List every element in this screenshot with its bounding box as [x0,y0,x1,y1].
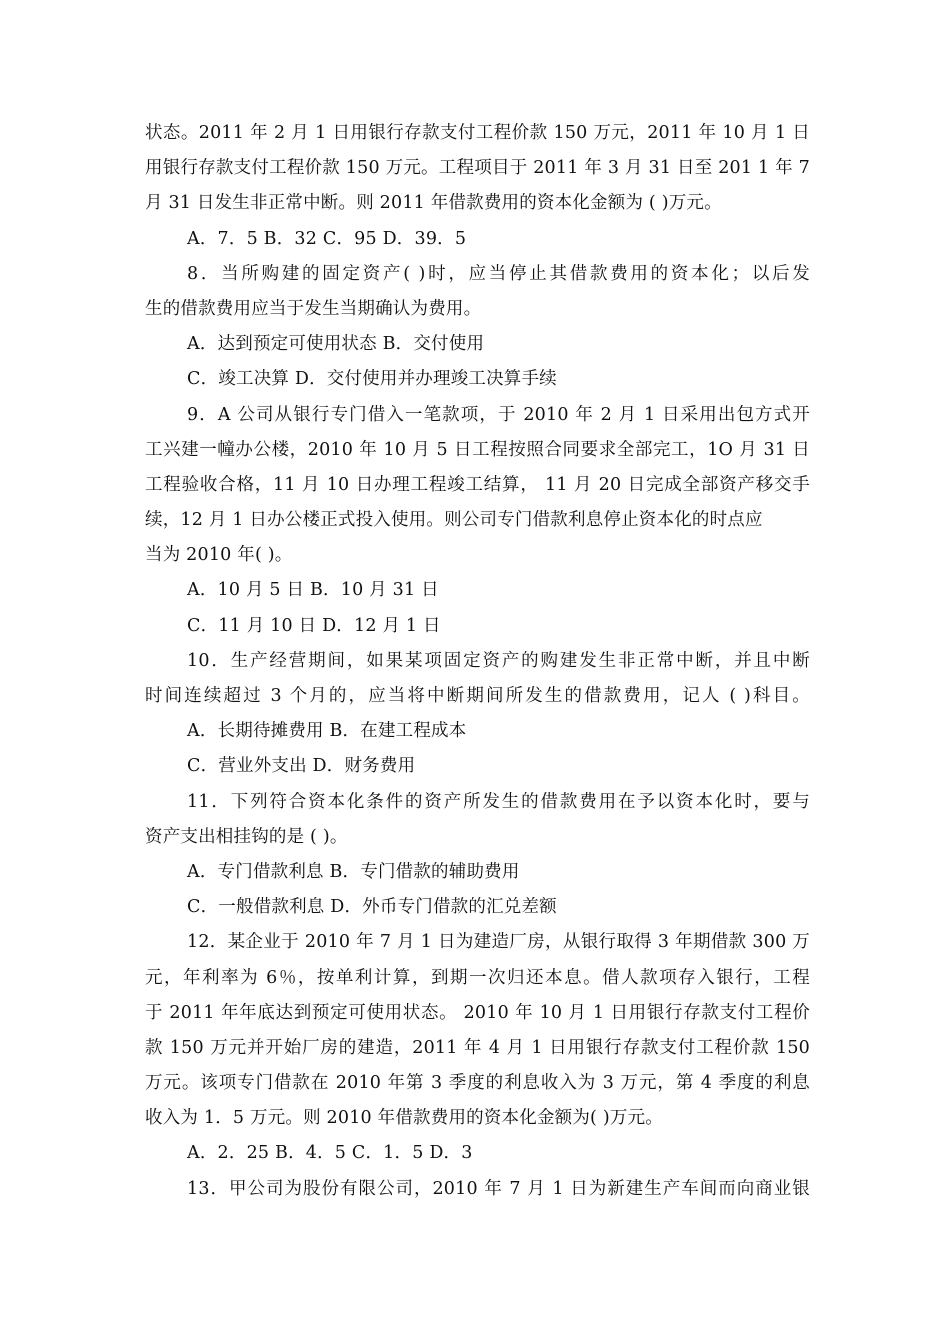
text-line: 9．A 公司从银行专门借入一笔款项，于 2010 年 2 月 1 日采用出包方式开 [187,404,810,425]
text-line: 元，年利率为 6％，按单利计算，到期一次归还本息。借人款项存入银行，工程 [145,967,810,988]
text-line: 10．生产经营期间，如果某项固定资产的购建发生非正常中断，并且中断 [187,650,810,671]
text-line: 8．当所购建的固定资产( )时，应当停止其借款费用的资本化；以后发 [187,263,810,284]
text-line: C．营业外支出 D．财务费用 [187,756,416,777]
text-line: 当为 2010 年( )。 [145,545,293,566]
text-line: A．达到预定可使用状态 B．交付使用 [187,334,485,355]
text-line: A．10 月 5 日 B．10 月 31 日 [187,580,439,601]
text-line: 工程验收合格，11 月 10 日办理工程竣工结算， 11 月 20 日完成全部资产移交手 [145,474,810,495]
text-line: 13．甲公司为股份有限公司，2010 年 7 月 1 日为新建生产车间而向商业银 [187,1178,810,1199]
text-line: 用银行存款支付工程价款 150 万元。工程项目于 2011 年 3 月 31 日至 201 1 年 7 [145,158,810,179]
text-line: 时间连续超过 3 个月的，应当将中断期间所发生的借款费用，记人 ( )科目。 [145,686,810,706]
text-line: A．2．25 B．4．5 C．1．5 D．3 [187,1143,473,1164]
text-line: 资产支出相挂钩的是 ( )。 [145,826,348,847]
text-line: C．一般借款利息 D．外币专门借款的汇兑差额 [187,897,557,918]
text-line: 生的借款费用应当于发生当期确认为费用。 [145,298,482,319]
text-line: A．7．5 B．32 C．95 D．39．5 [187,228,467,249]
text-line: A．长期待摊费用 B．在建工程成本 [187,721,467,742]
text-line: 于 2011 年年底达到预定可使用状态。 2010 年 10 月 1 日用银行存款支付工程价 [145,1002,810,1023]
text-line: 款 150 万元并开始厂房的建造，2011 年 4 月 1 日用银行存款支付工程价款 150 [145,1037,810,1058]
text-line: 状态。2011 年 2 月 1 日用银行存款支付工程价款 150 万元，2011 年 10 月 1 日 [145,123,810,143]
text-line: 续，12 月 1 日办公楼正式投入使用。则公司专门借款利息停止资本化的时点应 [145,510,763,531]
text-line: C．竣工决算 D．交付使用并办理竣工决算手续 [187,369,557,390]
text-line: 万元。该项专门借款在 2010 年第 3 季度的利息收入为 3 万元，第 4 季度的利息 [145,1073,810,1094]
text-line: 12．某企业于 2010 年 7 月 1 日为建造厂房，从银行取得 3 年期借款 300 万 [187,932,810,953]
text-line: 工兴建一幢办公楼，2010 年 10 月 5 日工程按照合同要求全部完工，1O 月 31 日 [145,439,810,460]
document-page [145,116,810,1207]
text-line: A．专门借款利息 B．专门借款的辅助费用 [187,861,520,882]
text-line: 收入为 1．5 万元。则 2010 年借款费用的资本化金额为( )万元。 [145,1108,663,1129]
text-line: C．11 月 10 日 D．12 月 1 日 [187,615,441,636]
text-line: 11．下列符合资本化条件的资产所发生的借款费用在予以资本化时，要与 [187,791,810,812]
text-line: 月 31 日发生非正常中断。则 2011 年借款费用的资本化金额为 ( )万元。 [145,193,722,214]
